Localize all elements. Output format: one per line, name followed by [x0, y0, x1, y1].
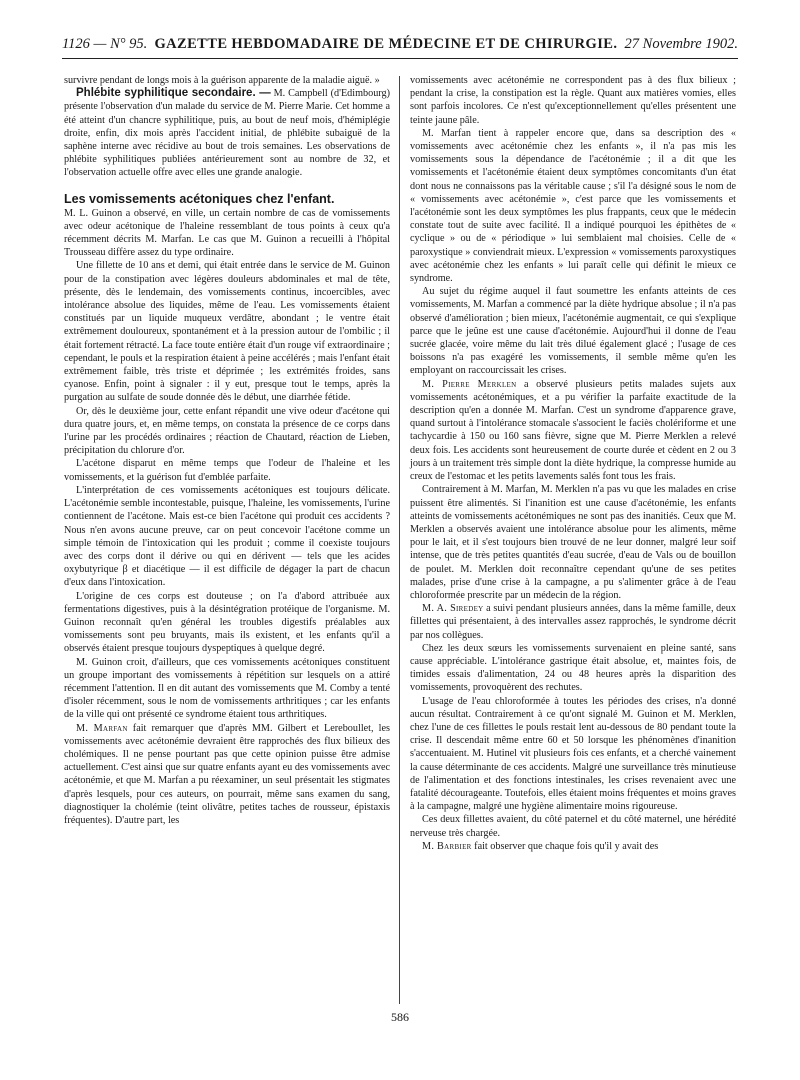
paragraph: Ces deux fillettes avaient, du côté paternel et du côté maternel, une hérédité nerveuse très chargée.	[410, 814, 736, 839]
paragraph: M. Guinon croit, d'ailleurs, que ces vomissements acétoniques constituent un groupe important des vomissements à répétition sur lesquels on a attiré récemment l'attention. Il en dit autant des vomissements que M. Comby a tenté d'isoler récemment, sous le nom de vomissements arthritiques ; car les enfants de la ville qui ont présenté ce syndrome étaient tous arthritiques.	[64, 656, 390, 721]
column-divider	[399, 76, 400, 1004]
paragraph	[64, 722, 390, 828]
paragraph: Contrairement à M. Marfan, M. Merklen n'a pas vu que les malades en crise puissent être alimentés. Si l'inanition est une cause d'acétonémie, les enfants atteints de vomissements acétonémiques ne sont pas des inanitiés. Ceux que M. Merklen a observés avaient une intolérance absolue pour les aliments, même pour le lait, et il s'est toujours bien trouvé de ne leur donner, malgré leur soif intense, que de très petites quantités d'eau sucrée, d'eau de Vals ou de bouillon de poulet. M. Merklen doit reconnaître cependant qu'une de ses petites malades, prise d'une crise à la campagne, a pu s'alimenter grâce à de l'eau chloroformée prescrite par un médecin de la région.	[410, 484, 736, 601]
paragraph-text: a suivi pendant plusieurs années, dans la même famille, deux fillettes qui présentaient, à des intervalles assez rapprochés, le syndrome décrit par nos collègues.	[410, 603, 736, 641]
page-header	[62, 36, 738, 59]
right-column	[410, 74, 736, 853]
section-title: Phlébite syphilitique secondaire. —	[76, 87, 271, 100]
running-title: GAZETTE HEBDOMADAIRE DE MÉDECINE ET DE CHIRURGIE.	[154, 36, 618, 52]
paragraph: Chez les deux sœurs les vomissements survenaient en pleine santé, sans cause appréciable. L'intolérance gastrique était absolue, et, maintes fois, de timides essais d'alimentation, 24 ou 48 heures après la disparition des vomissements, provoquèrent des rechutes.	[410, 642, 736, 694]
speaker-name: M. A. Siredey	[422, 603, 484, 615]
paragraph-text: fait remarquer que d'après MM. Gilbert et Lereboullet, les vomissements avec acétonémie devraient être rapprochés des flux bilieux des cholémiques. Il ne pense pourtant pas que cette opinion puisse être admise actuellement. C'est ainsi que sur quatre enfants ayant eu des vomissements avec acétonémie, et que M. Marfan a pu réexaminer, un seul présentait les stigmates d'après lesquels, pour ces auteurs, on pourrait, même sans examen du sang, diagnostiquer la cholémie (teint olivâtre, petites taches de rousseur, épistaxis fréquentes). D'autre part, les	[64, 722, 390, 826]
paragraph: Une fillette de 10 ans et demi, qui était entrée dans le service de M. Guinon pour de la constipation avec légères douleurs abdominales et mal de tête, présente, dès le lendemain, des vomissements continus, incoercibles, avec intolérance absolue des liquides, même de l'eau. Les vomissements étaient constitués par un liquide muqueux verdâtre, abondant ; le ventre était extrêmement douloureux, spontanément et à la pression autour de l'ombilic ; il était fortement rétracté. La face toute entière était d'un rouge vif extraordinaire ; cependant, le pouls et la respiration étaient à peine accélérés ; mais l'enfant était extrêmement faible, très triste et déprimée ; les extrémités froides, sans cyanose. Enfin, point à signaler : il y eut, presque tout le temps, après la purgation au sulfate de soude donnée dès le début, une diarrhée fétide.	[64, 260, 390, 404]
section-title: Les vomissements acétoniques chez l'enfant.	[64, 191, 335, 206]
paragraph: L'usage de l'eau chloroformée à toutes les périodes des crises, n'a donné aucun résultat. Contrairement à ce qu'ont signalé M. Guinon et M. Merklen, chez l'une de ces fillettes le pouls restait lent au-dessous de 80 pendant toute la crise. Il descendait même entre 60 et 50 lorsque les phénomènes d'inanition s'accentuaient. M. Hutinel vit plusieurs fois ces enfants, et a cherché vainement la cause déterminante de ces accidents. Malgré une surveillance très minutieuse de l'alimentation et des fonctions intestinales, les crises revenaient avec une fatalité décourageante. Toutefois, elles étaient moins fréquentes et moins graves à la campagne, malgré une hygiène alimentaire moins rigoureuse.	[410, 695, 736, 813]
paragraph-text: fait observer que chaque fois qu'il y avait des	[471, 840, 659, 852]
paragraph: vomissements avec acétonémie ne correspondent pas à des flux bilieux ; pendant la crise, la constipation est la règle. Quant aux matières vomies, elles sont parfois incolores. Ce n'est qu'exceptionnellement qu'elles présentent une teinte jaune pâle.	[410, 75, 736, 126]
paragraph: M. L. Guinon a observé, en ville, un certain nombre de cas de vomissements avec odeur acétonique de l'haleine ressemblant de tous points à ceux qu'a récemment décrits M. Marfan. Le cas que M. Guinon a recueilli à l'hôpital Trousseau diffère assez du type ordinaire.	[64, 207, 390, 259]
paragraph: L'acétone disparut en même temps que l'odeur de l'haleine et les vomissements, et la guérison fut d'emblée parfaite.	[64, 458, 390, 483]
paragraph-text: a observé plusieurs petits malades sujets aux vomissements acétonémiques, et a pu vérifier la parfaite exactitude de la description qu'en a donnée M. Marfan. C'est un syndrome d'apparence grave, quand surtout à l'intolérance stomacale s'associent le faciès cholériforme et une tachycardie à 150 ou 160 sans fièvre, signe que M. Pierre Merklen a relevé deux fois. Les accidents sont heureusement de courte durée et cèdent en 2 ou 3 jours à un traitement très simple dont la diète hydrique, la compresse humide au creux de l'estomac et les petits lavements salés font tous les frais.	[410, 378, 736, 483]
speaker-name: M. Pierre Merklen	[422, 378, 517, 390]
paragraph: L'origine de ces corps est douteuse ; on l'a d'abord attribuée aux fermentations digestives, puis à la désintégration protéique de l'organisme. M. Guinon reconnaît qu'en général les troubles digestifs préalables aux vomissements sont peu bruyants, mais ils existent, et les enfants qu'il a observés étaient presque toujours dyspeptiques à quelque degré.	[64, 590, 390, 655]
paragraph: L'interprétation de ces vomissements acétoniques est toujours délicate. L'acétonémie semble incontestable, puisque, l'haleine, les vomissements, l'urine contiennent de l'acétone. Mais est-ce bien l'acétone qui produit ces accidents ? Nous n'en avons aucune preuve, car on peut concevoir l'acétone comme un simple témoin de l'intoxication qui les produit ; comme il coexiste toujours avec des corps dont il dérive ou qui en dérivent — tels que les acides oxybutyrique β et diacétique — il est difficile de dégager la part de chacun d'eux dans l'intoxication.	[64, 484, 390, 589]
issue-number: 1126 — N° 95.	[62, 36, 148, 52]
paragraph-text: M. Campbell (d'Edimbourg) présente l'observation d'un malade du service de M. Pierre Marie. Cet homme a été atteint d'un chancre syphilitique, puis, au bout de neuf mois, d'hémiplégie droite, enfin, dix mois après l'accident initial, de phlébite subaiguë de la saphène interne avec récidive au bout de trois semaines. Les observations de phlébite syphilitiques publiées antérieurement sont au nombre de 32, et l'observation actuelle offre avec elles une grande analogie.	[64, 88, 390, 179]
paragraph: survivre pendant de longs mois à la guérison apparente de la maladie aiguë. »	[64, 75, 380, 86]
paragraph	[410, 840, 736, 853]
page-folio: 586	[391, 1010, 409, 1024]
speaker-name: M. Barbier	[422, 840, 472, 852]
speaker-name: M. Marfan	[76, 722, 128, 734]
paragraph	[410, 378, 736, 484]
paragraph: Au sujet du régime auquel il faut soumettre les enfants atteints de ces vomissements, M. Marfan a commencé par la diète hydrique absolue ; il n'a pas observé d'amélioration ; bien mieux, l'acétonémie augmentait, ce qui s'explique parce que le jeûne est une cause d'acétonémie. Aujourd'hui il donne de l'eau sucrée glacée, voire même du lait très dilué également glacé ; l'usage de ces boissons n'a pas exagéré les vomissements, il semble même qu'en les employant on raccourcissait les crises.	[410, 286, 736, 377]
paragraph	[410, 602, 736, 642]
phlebite-section	[64, 87, 390, 179]
paragraph: M. Marfan tient à rappeler encore que, dans sa description des « vomissements avec acétonémie chez les enfants », il n'a pas mis les vomissements sous la dépendance de l'acétonémie ; il a dit que les vomissements et l'acétonémie étaient deux symptômes concomitants d'un état dont nous ne connaissons pas la véritable cause ; s'il l'a désigné sous le nom de « vomissements avec acétonémie », c'est parce que les vomissements et l'acétonémie sont les deux symptômes les plus frappants, ceux que le médecin constate tout de suite avec facilité. Il a indiqué pourquoi les épithètes de « cyclique » ou de « périodique » lui semblaient mal choisies. Celle de « paroxystique » conviendrait mieux. L'expression « vomissements paroxystiques avec acétonémie chez les enfants » lui paraît celle qui définit le mieux ce syndrome.	[410, 127, 736, 285]
paragraph: Or, dès le deuxième jour, cette enfant répandit une vive odeur d'acétone qui dura quatre jours, et, en même temps, on constata la présence de ce corps dans l'urine par les procédés ordinaires ; réaction de Chautard, réaction de Lieben, précipitation du chlorure d'or.	[64, 405, 390, 457]
issue-date: 27 Novembre 1902.	[624, 36, 738, 52]
left-column	[64, 74, 390, 827]
